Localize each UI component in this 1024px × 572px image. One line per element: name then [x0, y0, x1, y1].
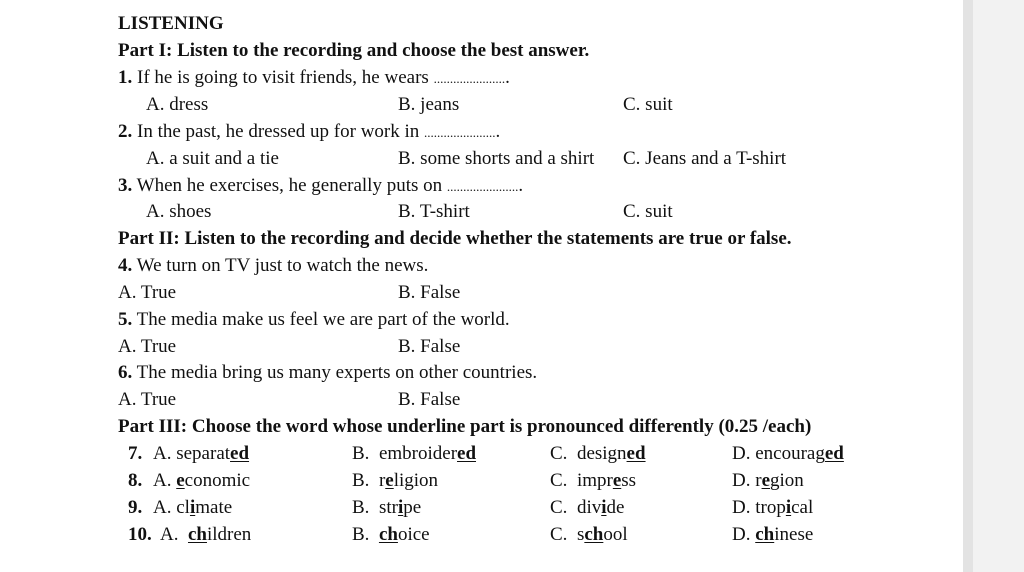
- option-a: A. shoes: [146, 201, 212, 222]
- option-letter: B.: [352, 470, 370, 491]
- option-letter: C.: [550, 443, 568, 464]
- word-part: mate: [195, 497, 233, 518]
- underlined-part: ed: [626, 443, 646, 464]
- underlined-part: ch: [187, 524, 207, 545]
- question-number: 8.: [128, 470, 143, 491]
- option-a: [153, 497, 232, 519]
- question-text: The media bring us many experts on other countries.: [136, 362, 538, 383]
- underlined-part: i: [601, 497, 607, 518]
- word-part: ildren: [206, 524, 252, 545]
- option-a: A. dress: [146, 94, 209, 115]
- option-letter: D.: [732, 497, 751, 518]
- answer-blank: ......................: [433, 71, 506, 86]
- word-part: r: [755, 470, 762, 491]
- option-b: [352, 443, 476, 465]
- question-text: We turn on TV just to watch the news.: [136, 255, 429, 276]
- option-d: [732, 470, 804, 492]
- word-part: conomic: [184, 470, 251, 491]
- question-text: If he is going to visit friends, he wears: [137, 67, 429, 88]
- question-6: [118, 362, 537, 384]
- underlined-part: ed: [230, 443, 250, 464]
- underlined-part: e: [176, 470, 185, 491]
- option-b: B. jeans: [398, 94, 460, 115]
- question-text: In the past, he dressed up for work in: [137, 121, 420, 142]
- page-edge: [963, 0, 973, 572]
- question-text: The media make us feel we are part of the world.: [136, 309, 510, 330]
- word-part: cal: [791, 497, 814, 518]
- option-a: A. True: [118, 282, 177, 303]
- part3-heading: Part III: Choose the word whose underline part is pronounced differently (0.25 /each): [118, 416, 812, 437]
- word-part: trop: [755, 497, 786, 518]
- option-letter: A.: [160, 524, 179, 545]
- option-b: [352, 524, 430, 546]
- underlined-part: ed: [457, 443, 477, 464]
- option-letter: A.: [153, 497, 172, 518]
- word-part: inese: [774, 524, 814, 545]
- question-number: 4.: [118, 255, 133, 276]
- word-part: r: [378, 470, 386, 491]
- question-5: [118, 309, 510, 331]
- question-number: 1.: [118, 67, 133, 88]
- option-b: [352, 470, 438, 492]
- underlined-part: e: [385, 470, 394, 491]
- question-number: 6.: [118, 362, 133, 383]
- option-a: A. True: [118, 389, 177, 410]
- question-3: [118, 175, 523, 198]
- word-part: div: [576, 497, 602, 518]
- word-part: oice: [397, 524, 430, 545]
- word-part: impr: [576, 470, 613, 491]
- option-c: C. Jeans and a T-shirt: [623, 148, 787, 169]
- word-part: separat: [176, 443, 231, 464]
- word-part: encourag: [755, 443, 825, 464]
- word-part: str: [378, 497, 398, 518]
- option-letter: A.: [153, 443, 172, 464]
- option-a: A. a suit and a tie: [146, 148, 279, 169]
- underlined-part: i: [785, 497, 792, 518]
- page-title: LISTENING: [118, 13, 224, 34]
- word-part: gion: [770, 470, 804, 491]
- part1-heading: Part I: Listen to the recording and choose the best answer.: [118, 40, 590, 61]
- option-c: C. suit: [623, 94, 673, 115]
- option-d: [732, 497, 813, 519]
- question-number: 7.: [128, 443, 143, 464]
- word-part: embroider: [378, 443, 458, 464]
- option-letter: B.: [352, 443, 370, 464]
- option-letter: C.: [550, 497, 568, 518]
- option-a: [160, 524, 251, 546]
- underlined-part: i: [397, 497, 404, 518]
- option-letter: C.: [550, 470, 568, 491]
- part2-heading: Part II: Listen to the recording and decide whether the statements are true or false.: [118, 228, 792, 249]
- word-part: pe: [403, 497, 422, 518]
- option-letter: A.: [153, 470, 172, 491]
- option-c: [550, 497, 624, 519]
- question-1: [118, 67, 510, 90]
- option-b: B. False: [398, 282, 461, 303]
- option-b: B. False: [398, 389, 461, 410]
- word-part: de: [606, 497, 625, 518]
- question-end: .: [518, 175, 524, 196]
- underlined-part: ch: [755, 524, 775, 545]
- underlined-part: ch: [584, 524, 604, 545]
- option-letter: D.: [732, 470, 751, 491]
- option-b: B. False: [398, 336, 461, 357]
- question-2: [118, 121, 500, 144]
- question-number: 3.: [118, 175, 133, 196]
- question-number: 5.: [118, 309, 133, 330]
- word-part: ool: [603, 524, 628, 545]
- underlined-part: i: [189, 497, 196, 518]
- option-b: B. some shorts and a shirt: [398, 148, 595, 169]
- underlined-part: e: [612, 470, 622, 491]
- option-c: C. suit: [623, 201, 673, 222]
- question-text: When he exercises, he generally puts on: [136, 175, 443, 196]
- option-letter: B.: [352, 497, 370, 518]
- question-number: 9.: [128, 497, 143, 518]
- option-c: [550, 524, 628, 546]
- question-4: [118, 255, 428, 277]
- question-number: 2.: [118, 121, 133, 142]
- option-a: [153, 443, 249, 465]
- option-c: [550, 443, 646, 465]
- option-d: [732, 524, 813, 546]
- answer-blank: ......................: [424, 125, 496, 140]
- option-c: [550, 470, 636, 492]
- option-letter: D.: [732, 443, 751, 464]
- option-a: [153, 470, 250, 492]
- word-part: ligion: [393, 470, 439, 491]
- word-part: design: [576, 443, 627, 464]
- option-b: [352, 497, 421, 519]
- option-d: [732, 443, 844, 465]
- underlined-part: e: [761, 470, 770, 491]
- word-part: ss: [621, 470, 637, 491]
- option-a: A. True: [118, 336, 177, 357]
- question-end: .: [505, 67, 510, 88]
- underlined-part: ed: [824, 443, 844, 464]
- option-letter: D.: [732, 524, 751, 545]
- answer-blank: ......................: [446, 179, 519, 194]
- word-part: cl: [176, 497, 190, 518]
- word-part: s: [576, 524, 585, 545]
- question-number: 10.: [128, 524, 152, 545]
- option-letter: C.: [550, 524, 568, 545]
- underlined-part: ch: [378, 524, 398, 545]
- option-b: B. T-shirt: [398, 201, 470, 222]
- question-end: .: [495, 121, 501, 142]
- option-letter: B.: [352, 524, 370, 545]
